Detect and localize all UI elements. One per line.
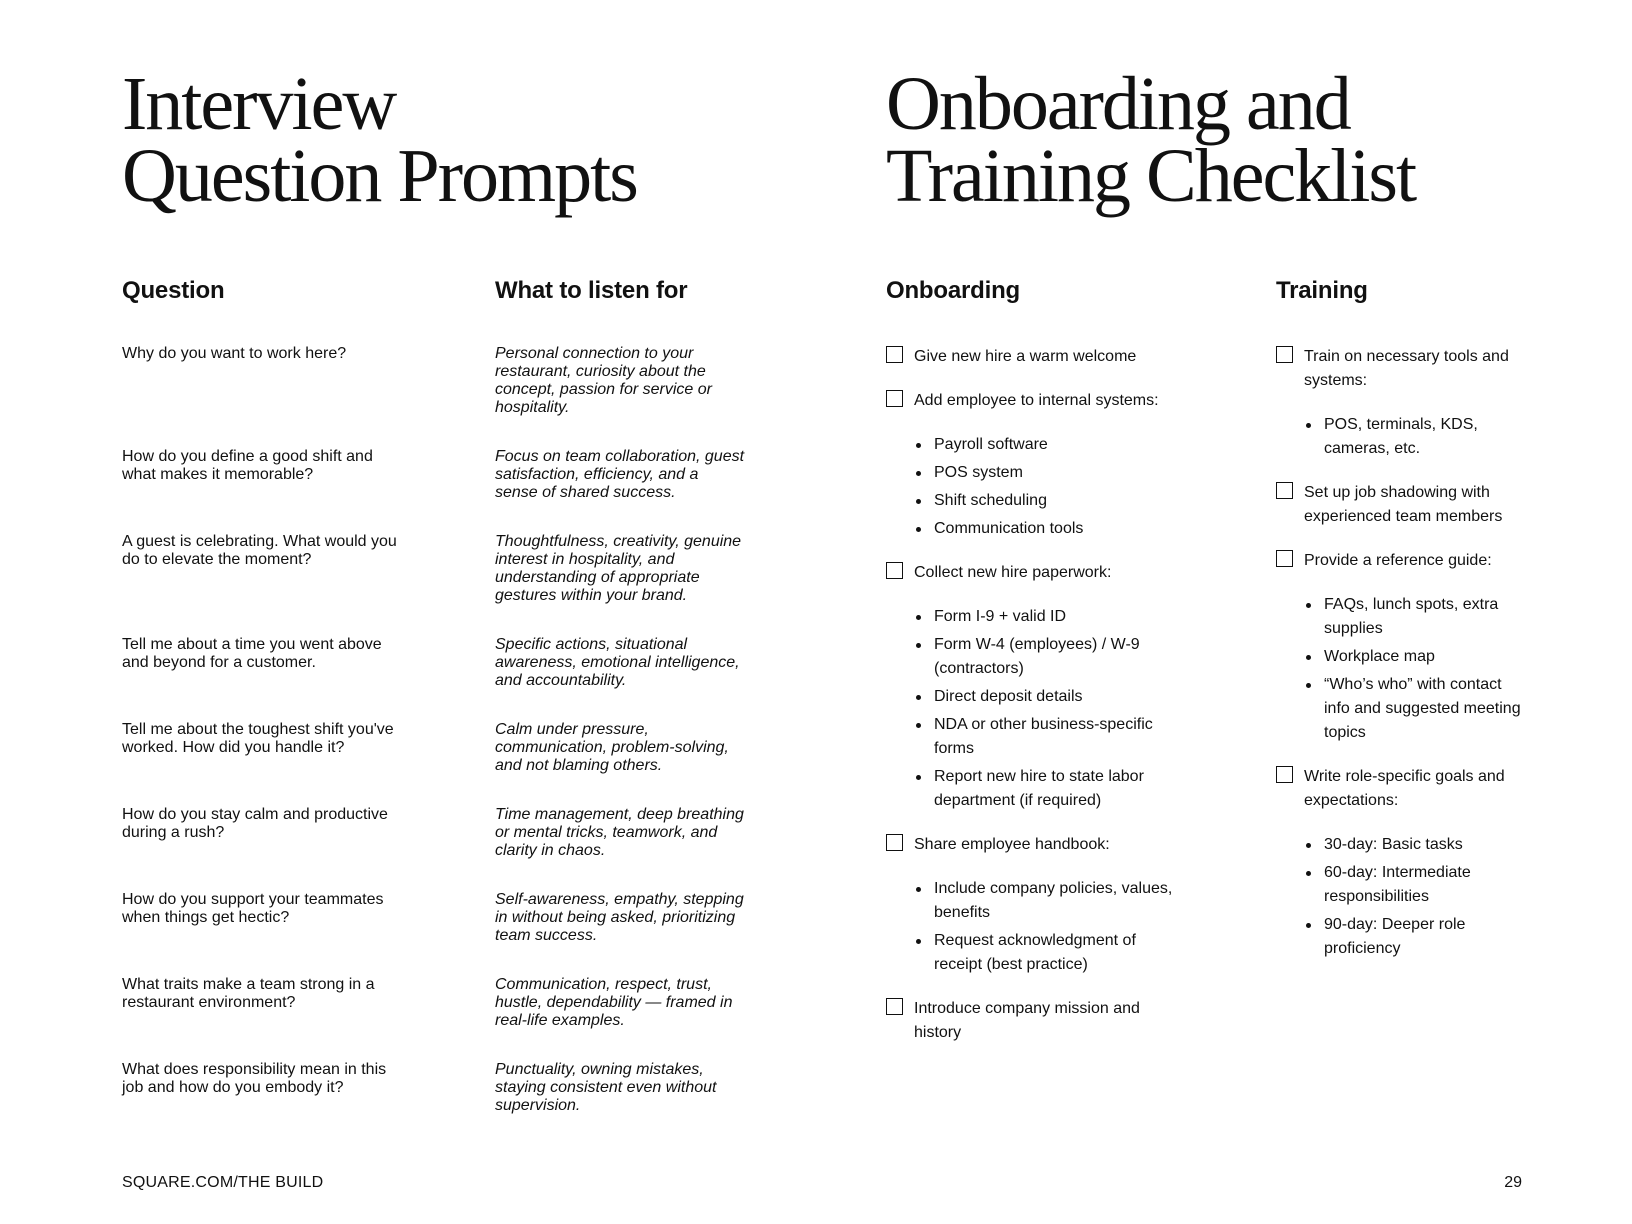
list-item (910, 489, 1186, 513)
listen-column-header: What to listen for (495, 277, 688, 304)
bullet-icon (916, 775, 921, 780)
checklist-title-line-1: Onboarding and (886, 62, 1350, 146)
list-item (910, 605, 1186, 629)
checklist-item-label: Write role-specific goals and expectations: (1304, 768, 1505, 809)
list-item (1300, 645, 1526, 669)
checklist-item-label: Add employee to internal systems: (914, 392, 1159, 409)
list-item (910, 877, 1186, 925)
list-item (910, 633, 1186, 681)
bullet-icon (916, 887, 921, 892)
list-item (910, 713, 1186, 761)
list-item-text: Form W-4 (employees) / W-9 (contractors) (934, 636, 1140, 677)
checkbox[interactable] (1276, 482, 1293, 499)
bullet-icon (1306, 683, 1311, 688)
bullet-icon (1306, 871, 1311, 876)
interview-title-line-1: Interview (122, 62, 396, 146)
checklist-item-label: Give new hire a warm welcome (914, 348, 1137, 365)
checkbox[interactable] (886, 998, 903, 1015)
list-item (1300, 673, 1526, 745)
list-item-text: Communication tools (934, 520, 1084, 537)
list-item (1300, 413, 1526, 461)
list-item-text: Shift scheduling (934, 492, 1047, 509)
checkbox[interactable] (886, 346, 903, 363)
checkbox[interactable] (1276, 766, 1293, 783)
listen-for-text: Specific actions, situational awareness, emotional intelligence, and accountability. (495, 636, 740, 689)
bullet-icon (916, 499, 921, 504)
checklist-item (886, 389, 1186, 541)
checklist-item (1276, 549, 1526, 745)
question-column-header: Question (122, 277, 225, 304)
bullet-icon (916, 939, 921, 944)
bullet-icon (1306, 655, 1311, 660)
checklist-item (1276, 765, 1526, 961)
bullet-icon (916, 643, 921, 648)
question-text: How do you support your teammates when things get hectic? (122, 891, 384, 926)
question-text: How do you define a good shift and what makes it memorable? (122, 448, 373, 483)
checklist-title (886, 62, 1586, 218)
question-text: What does responsibility mean in this job and how do you embody it? (122, 1061, 387, 1096)
list-item-text: Include company policies, values, benefits (934, 880, 1173, 921)
checklist-item-label: Train on necessary tools and systems: (1304, 348, 1509, 389)
listen-for-text: Thoughtfulness, creativity, genuine interest in hospitality, and understanding of appropriate gestures within your brand. (495, 533, 742, 604)
listen-for-text: Focus on team collaboration, guest satisfaction, efficiency, and a sense of shared success. (495, 448, 745, 501)
listen-for-text: Punctuality, owning mistakes, staying consistent even without supervision. (495, 1061, 717, 1114)
list-item (1300, 593, 1526, 641)
list-item (1300, 913, 1526, 961)
checkbox[interactable] (886, 562, 903, 579)
question-text: What traits make a team strong in a restaurant environment? (122, 976, 375, 1011)
checklist-item (886, 561, 1186, 813)
listen-for-text: Self-awareness, empathy, stepping in without being asked, prioritizing team success. (495, 891, 744, 944)
question-text: How do you stay calm and productive during a rush? (122, 806, 388, 841)
list-item-text: Report new hire to state labor department (if required) (934, 768, 1144, 809)
list-item-text: Form I-9 + valid ID (934, 608, 1067, 625)
checklist-item (886, 997, 1186, 1045)
checklist-item-label: Introduce company mission and history (914, 1000, 1140, 1041)
bullet-icon (1306, 603, 1311, 608)
checklist-item (886, 833, 1186, 977)
question-text: Why do you want to work here? (122, 345, 347, 362)
listen-for-text: Calm under pressure, communication, problem-solving, and not blaming others. (495, 721, 729, 774)
list-item-text: Workplace map (1324, 648, 1435, 665)
bullet-icon (916, 527, 921, 532)
checklist-item-label: Share employee handbook: (914, 836, 1110, 853)
checkbox[interactable] (1276, 346, 1293, 363)
checklist-item-label: Collect new hire paperwork: (914, 564, 1112, 581)
bullet-icon (916, 615, 921, 620)
checklist-item-label: Set up job shadowing with experienced team members (1304, 484, 1503, 525)
list-item (910, 929, 1186, 977)
interview-title (122, 62, 802, 218)
sub-list (1300, 413, 1526, 461)
bullet-icon (916, 695, 921, 700)
list-item (1300, 833, 1526, 857)
list-item-text: NDA or other business-specific forms (934, 716, 1153, 757)
list-item (1300, 861, 1526, 909)
checkbox[interactable] (886, 834, 903, 851)
list-item-text: POS, terminals, KDS, cameras, etc. (1324, 416, 1478, 457)
bullet-icon (1306, 923, 1311, 928)
onboarding-checklist (886, 345, 1186, 1065)
training-column-header: Training (1276, 277, 1368, 304)
list-item-text: 60-day: Intermediate responsibilities (1324, 864, 1471, 905)
checkbox[interactable] (886, 390, 903, 407)
checklist-item (1276, 345, 1526, 461)
page-number: 29 (1504, 1174, 1522, 1191)
list-item-text: 30-day: Basic tasks (1324, 836, 1463, 853)
listen-for-text: Communication, respect, trust, hustle, dependability — framed in real-life examples. (495, 976, 733, 1029)
question-text: Tell me about a time you went above and beyond for a customer. (122, 636, 382, 671)
checklist-title-line-2: Training Checklist (886, 134, 1416, 218)
bullet-icon (916, 723, 921, 728)
question-text: A guest is celebrating. What would you do to elevate the moment? (122, 533, 397, 568)
checkbox[interactable] (1276, 550, 1293, 567)
list-item-text: “Who’s who” with contact info and suggested meeting topics (1324, 676, 1521, 741)
list-item (910, 517, 1186, 541)
list-item-text: Payroll software (934, 436, 1048, 453)
list-item (910, 685, 1186, 709)
listen-for-text: Personal connection to your restaurant, curiosity about the concept, passion for service or hospitality. (495, 345, 712, 416)
list-item-text: FAQs, lunch spots, extra supplies (1324, 596, 1499, 637)
list-item-text: 90-day: Deeper role proficiency (1324, 916, 1466, 957)
bullet-icon (1306, 423, 1311, 428)
checklist-item-label: Provide a reference guide: (1304, 552, 1492, 569)
list-item-text: Direct deposit details (934, 688, 1083, 705)
list-item (910, 433, 1186, 457)
checklist-item (886, 345, 1186, 369)
list-item (910, 765, 1186, 813)
listen-for-text: Time management, deep breathing or mental tricks, teamwork, and clarity in chaos. (495, 806, 744, 859)
interview-title-line-2: Question Prompts (122, 134, 637, 218)
list-item-text: POS system (934, 464, 1023, 481)
sub-list (910, 605, 1186, 813)
onboarding-column-header: Onboarding (886, 277, 1020, 304)
sub-list (910, 433, 1186, 541)
footer-url: SQUARE.COM/THE BUILD (122, 1174, 324, 1191)
training-checklist (1276, 345, 1526, 981)
sub-list (1300, 593, 1526, 745)
bullet-icon (1306, 843, 1311, 848)
list-item (910, 461, 1186, 485)
list-item-text: Request acknowledgment of receipt (best practice) (934, 932, 1136, 973)
question-text: Tell me about the toughest shift you've worked. How did you handle it? (122, 721, 394, 756)
checklist-item (1276, 481, 1526, 529)
sub-list (910, 877, 1186, 977)
bullet-icon (916, 443, 921, 448)
bullet-icon (916, 471, 921, 476)
sub-list (1300, 833, 1526, 961)
